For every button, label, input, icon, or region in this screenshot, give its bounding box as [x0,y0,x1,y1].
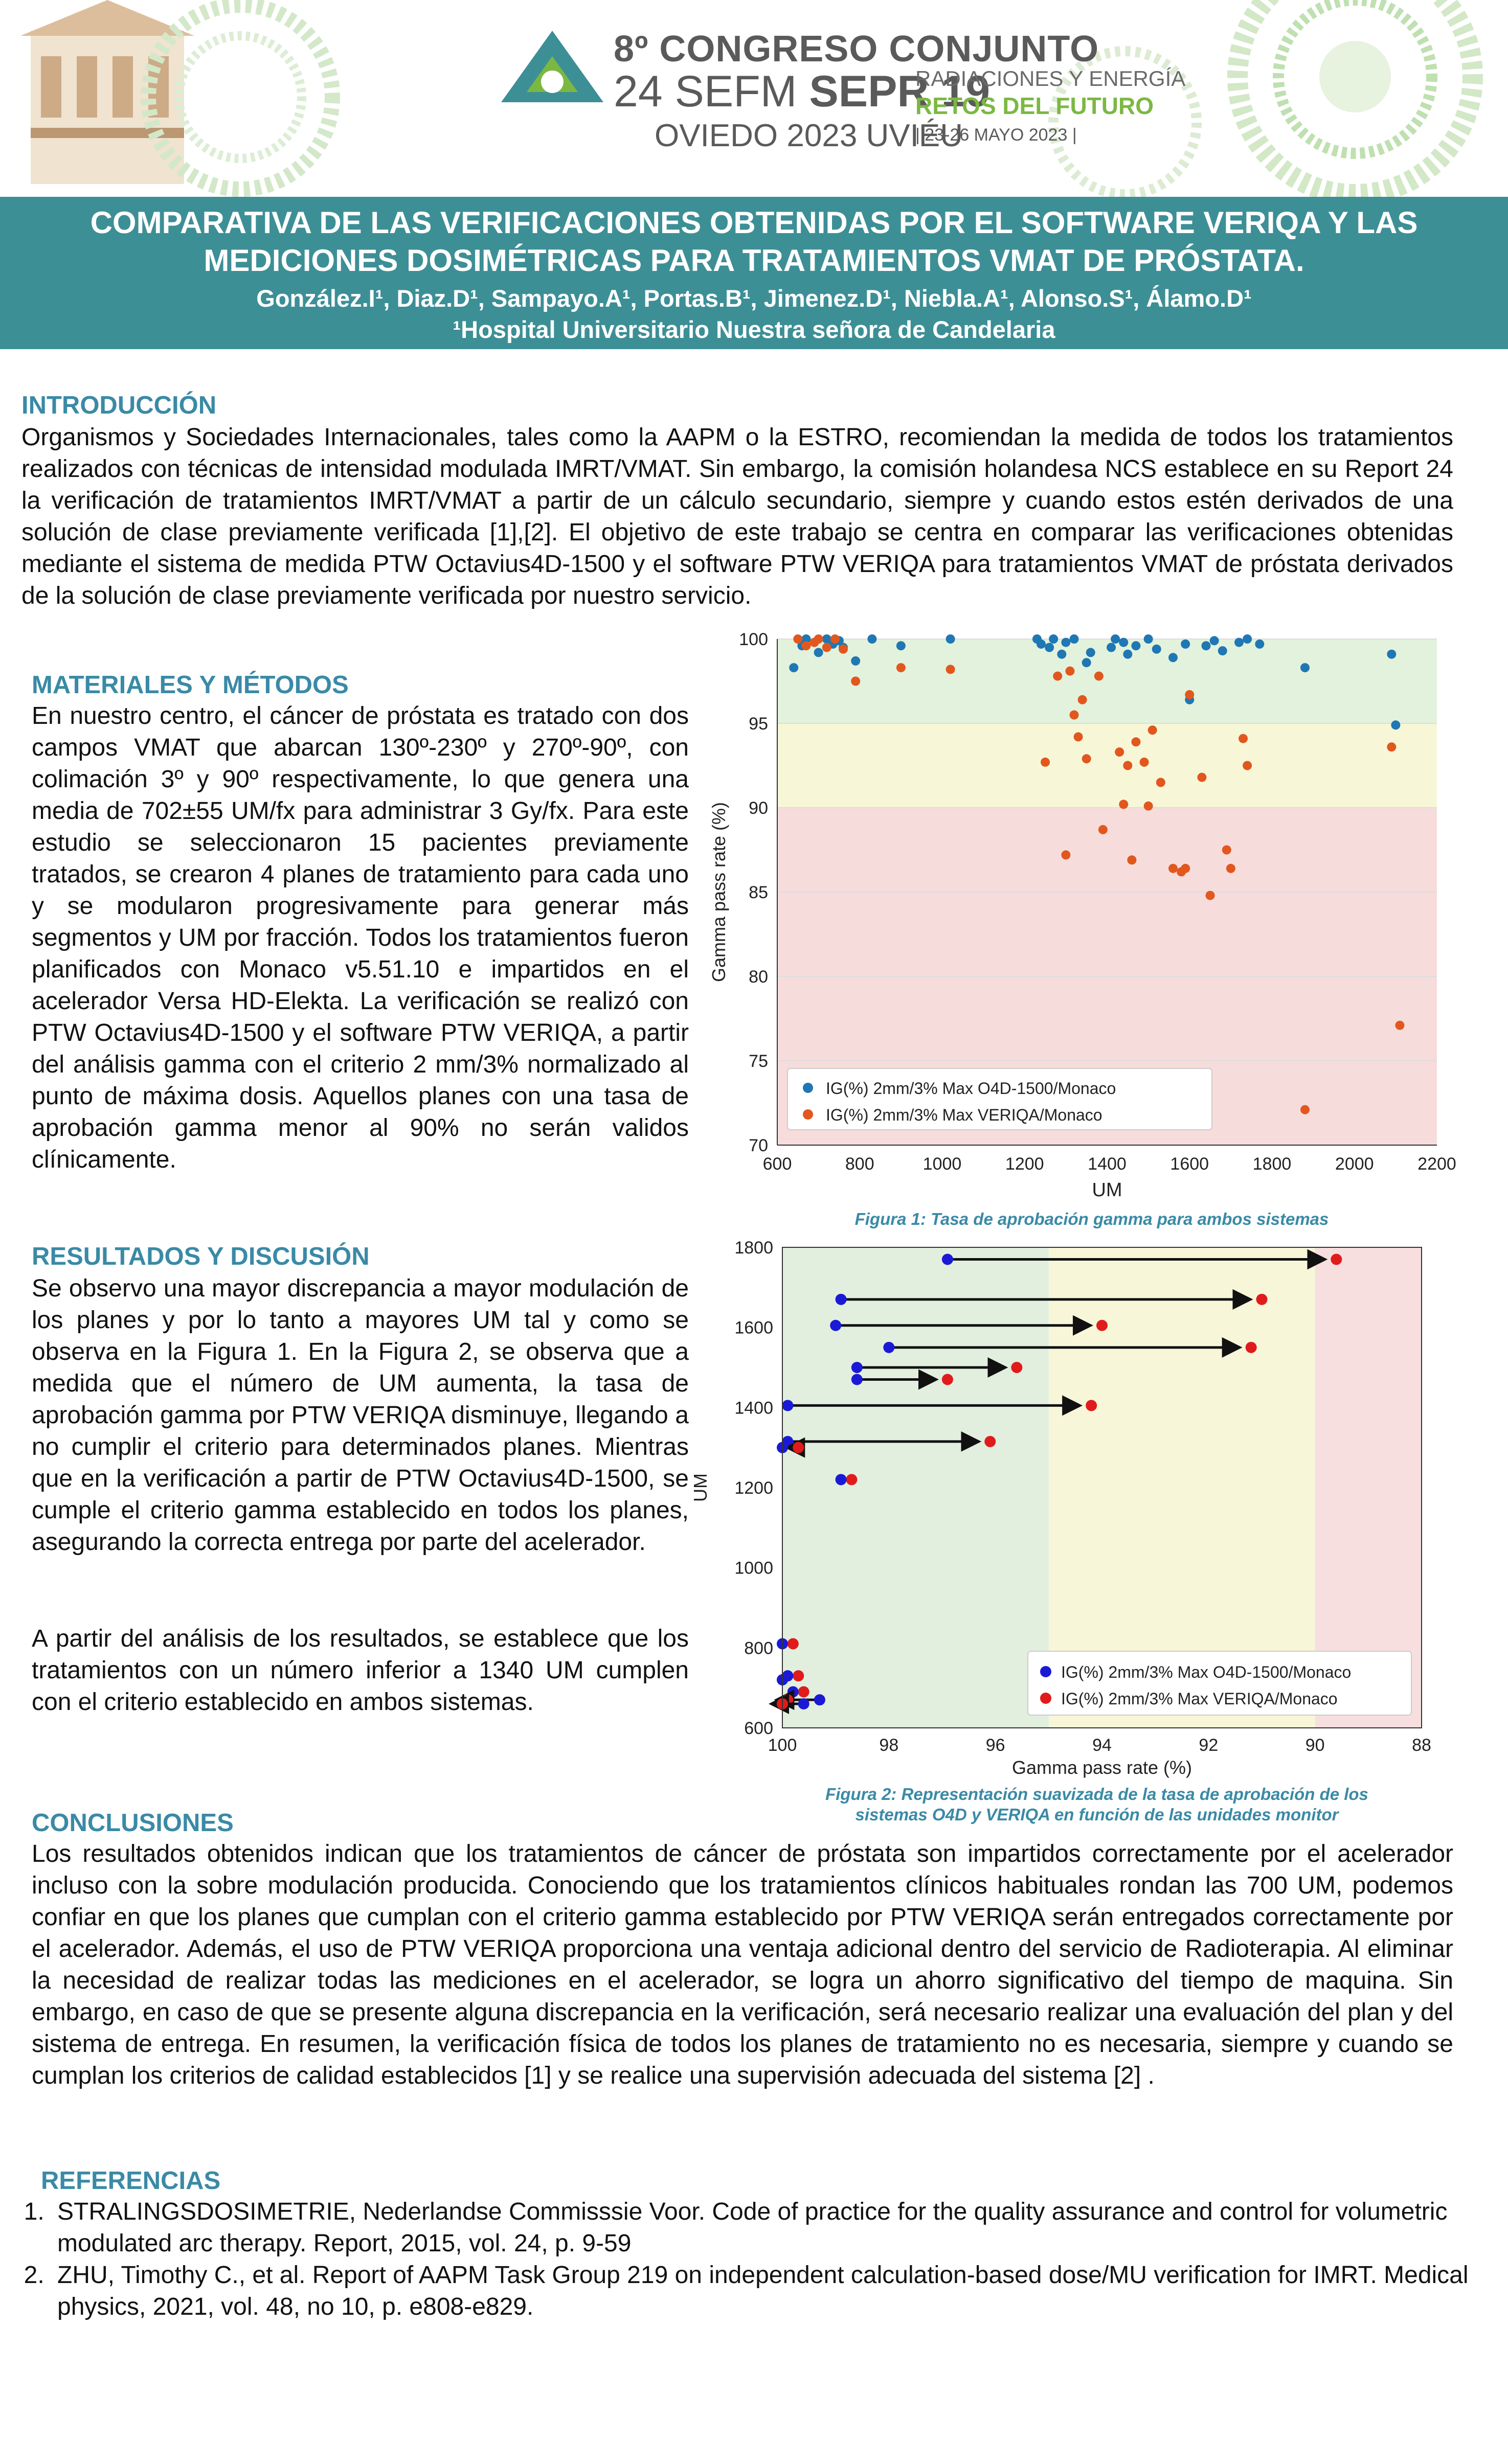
methods-heading: MATERIALES Y MÉTODOS [32,671,349,699]
data-point [1082,754,1091,763]
o4d-point [942,1254,953,1265]
y-tick-label: 100 [739,630,768,649]
veriqa-point [1086,1400,1097,1411]
data-point [1168,653,1178,662]
veriqa-point [787,1638,799,1650]
legend-marker [1040,1693,1051,1704]
y-tick-label: 800 [744,1638,773,1658]
x-tick-label: 100 [768,1736,797,1755]
data-point [1061,638,1070,647]
veriqa-point [1246,1342,1257,1353]
x-tick-label: 800 [845,1154,874,1174]
data-point [1387,650,1396,659]
y-tick-label: 1000 [734,1558,773,1578]
congress-line1: 8º CONGRESO CONJUNTO [614,29,1099,70]
data-point [1041,758,1050,767]
references-heading: REFERENCIAS [41,2167,221,2195]
congress-line3: OVIEDO 2023 UVIÉU [655,118,963,153]
veriqa-point [984,1436,996,1447]
o4d-point [883,1342,894,1353]
figure-2-caption: Figura 2: Representación suavizada de la tasa de aprobación de los sistemas O4D y VERIQA en función de las unidades monitor [825,1785,1368,1824]
congress-header [0,0,1508,197]
poster-title: COMPARATIVA DE LAS VERIFICACIONES OBTENIDAS POR EL SOFTWARE VERIQA Y LAS MEDICIONES DOSIMÉTRICAS PARA TRATAMIENTOS VMAT DE PRÓSTATA. [90,206,1418,278]
title-band [0,197,1508,349]
y-tick-label: 600 [744,1719,773,1738]
y-tick-label: 70 [749,1136,768,1155]
veriqa-point [1256,1294,1268,1305]
x-tick-label: 1600 [1170,1154,1209,1174]
data-point [1049,634,1058,644]
veriqa-point [793,1442,804,1453]
data-point [1222,846,1231,855]
intro-text: Organismos y Sociedades Internacionales, tales como la AAPM o la ESTRO, recomiendan la medida de todos los tratamientos realizados con técnicas de intensidad modulada IMRT/VMAT. Sin embargo, la comisión holandesa NCS establece en su Report 24 la verificación de tratamientos IMRT/VMAT a partir de un cálculo secundario, siempre y cuando estos estén derivados de una solución de clase previamente verificada [1],[2]. El objetivo de este trabajo se centra en comparar las verificaciones obtenidas mediante el sistema de medida PTW Octavius4D-1500 y el software PTW VERIQA para tratamientos VMAT de próstata derivados de la solución de clase previamente verificada por nuestro servicio. [21,424,1453,609]
data-point [1065,667,1074,676]
data-point [830,634,840,644]
data-point [1391,720,1400,729]
data-point [1045,643,1054,652]
congress-sepr: SEPR 19 [809,67,991,116]
data-point [1395,1021,1404,1030]
data-point [801,641,811,650]
data-point [851,656,860,666]
x-tick-label: 94 [1092,1736,1112,1755]
x-tick-label: 98 [879,1736,899,1755]
data-point [814,648,823,657]
legend-marker [803,1083,813,1093]
data-point [1127,855,1136,864]
data-point [896,663,906,672]
figure-1-caption: Figura 1: Tasa de aprobación gamma para ambos sistemas [854,1210,1329,1228]
veriqa-point [942,1374,953,1385]
data-point [946,665,955,674]
data-point [867,634,876,644]
data-point [814,634,823,644]
x-tick-label: 600 [762,1154,792,1174]
x-tick-label: 88 [1412,1736,1431,1755]
veriqa-point [798,1686,809,1698]
data-point [1243,634,1252,644]
figure-1-chart [706,629,1456,1217]
authors: González.I¹, Diaz.D¹, Sampayo.A¹, Portas.B¹, Jimenez.D¹, Niebla.A¹, Alonso.S¹, Álamo.D¹ [256,285,1252,312]
data-point [1218,646,1227,655]
data-point [1131,641,1140,650]
legend-label: IG(%) 2mm/3% Max VERIQA/Monaco [826,1106,1102,1124]
references-list-wrap [0,2196,1473,2323]
data-point [946,634,955,644]
tagline-1: RADIACIONES Y ENERGÍA [915,66,1186,90]
o4d-point [851,1374,863,1385]
y-tick-label: 75 [749,1052,768,1071]
data-point [1255,640,1264,649]
veriqa-point [846,1474,857,1485]
data-point [1197,773,1206,782]
band [782,1247,1049,1728]
data-point [1202,641,1211,650]
veriqa-point [1011,1362,1022,1373]
data-point [1086,648,1095,657]
data-point [1115,747,1124,757]
x-tick-label: 2200 [1417,1154,1456,1174]
reference-item: 1. STRALINGSDOSIMETRIE, Nederlandse Commisssie Voor. Code of practice for the quality assurance and control for volumetric modulated arc therapy. Report, 2015, vol. 24, p. 9-59 [51,2196,1473,2260]
x-tick-label: 1200 [1005,1154,1044,1174]
x-tick-label: 96 [985,1736,1005,1755]
data-point [1168,864,1178,873]
results-text-2: A partir del análisis de los resultados, se establece que los tratamientos con un número inferior a 1340 UM cumplen con el criterio establecido en ambos sistemas. [32,1625,689,1716]
results-text-1: Se observo una mayor discrepancia a mayor modulación de los planes y por lo tanto a mayores UM tal y como se observa en la Figura 1. En la Figura 2, se observa que a medida que el número de UM aumenta, la tasa de aprobación gamma por PTW VERIQA disminuye, llegando a no cumplir el criterio para determinados planes. Mientras que en la verificación a partir de PTW Octavius4D-1500, se cumple el criterio gamma establecido en todos los planes, asegurando la correcta entrega por parte del acelerador. [32,1275,689,1556]
data-point [896,641,906,650]
data-point [1119,800,1128,809]
veriqa-point [793,1670,804,1681]
x-axis-label: UM [1092,1179,1122,1201]
data-point [1123,650,1132,659]
band [777,723,1437,808]
data-point [1152,645,1161,654]
data-point [822,643,831,652]
legend-marker [1040,1666,1051,1677]
data-point [1140,758,1149,767]
data-point [1078,695,1087,704]
legend-marker [803,1109,813,1120]
o4d-point [814,1694,825,1705]
conclusions-heading: CONCLUSIONES [32,1809,234,1837]
data-point [789,663,798,672]
data-point [1070,634,1079,644]
band [777,639,1437,723]
building-illustration [20,0,332,189]
y-tick-label: 90 [749,798,768,818]
data-point [793,634,802,644]
data-point [1300,1105,1310,1114]
o4d-point [836,1294,847,1305]
affiliation: ¹Hospital Universitario Nuestra señora de Candelaria [453,316,1055,343]
data-point [1144,802,1153,811]
y-tick-label: 80 [749,967,768,987]
data-point [1234,638,1244,647]
y-tick-label: 1600 [734,1318,773,1338]
data-point [1098,825,1108,834]
y-tick-label: 1400 [734,1398,773,1418]
x-axis-label: Gamma pass rate (%) [1011,1757,1192,1778]
data-point [1181,864,1190,873]
data-point [1082,658,1091,667]
congress-sefm: 24 SEFM [614,67,797,116]
intro-heading: INTRODUCCIÓN [21,392,217,419]
x-tick-label: 1000 [922,1154,962,1174]
y-axis-label: Gamma pass rate (%) [708,802,729,983]
veriqa-point [1331,1254,1342,1265]
x-tick-label: 1400 [1088,1154,1127,1174]
data-point [1300,663,1310,672]
data-point [1123,761,1132,770]
data-point [1070,711,1079,720]
references-list [0,2196,1473,2323]
data-point [1119,638,1128,647]
figure-2-chart [685,1237,1442,1794]
data-point [1206,891,1215,900]
tagline-2: RETOS DEL FUTURO [915,93,1154,119]
data-point [1243,761,1252,770]
data-point [1239,734,1248,743]
data-point [1387,742,1396,751]
data-point [1107,643,1116,652]
data-point [1094,672,1104,681]
data-point [1226,864,1235,873]
data-point [1148,725,1157,735]
conclusions-text: Los resultados obtenidos indican que los tratamientos de cáncer de próstata son impartidos correctamente por el acelerador incluso con la sobre modulación producida. Conociendo que los tratamientos clínicos habituales rondan las 700 UM, podemos confiar en que los planes que cumplan con el criterio gamma establecido por PTW VERIQA serán entregados correctamente por el acelerador. Además, el uso de PTW VERIQA proporciona una ventaja adicional dentro del servicio de Radioterapia. Al eliminar la necesidad de realizar todas las mediciones en el acelerador, se logra un ahorro significativo del tiempo de maquina. Sin embargo, en caso de que se presente alguna discrepancia en la verificación, será necesario realizar una evaluación del plan y del sistema de entrega. En resumen, la verificación física de todos los planes de tratamiento no es necesaria, siempre y cuando se cumplan los criterios de calidad establecidos [1] y se realice una supervisión adecuada del sistema [2] . [32,1840,1453,2089]
data-point [1057,650,1066,659]
x-tick-label: 90 [1305,1736,1325,1755]
o4d-point [836,1474,847,1485]
data-point [1156,778,1165,787]
data-point [1074,732,1083,741]
veriqa-point [1096,1320,1108,1331]
y-tick-label: 95 [749,714,768,734]
data-point [1131,737,1140,746]
y-tick-label: 1200 [734,1478,773,1498]
o4d-point [830,1320,841,1331]
congress-logo [501,31,603,102]
x-tick-label: 2000 [1335,1154,1374,1174]
o4d-point [798,1698,809,1709]
data-point [1111,634,1120,644]
y-tick-label: 1800 [734,1238,773,1258]
data-point [839,645,848,654]
x-tick-label: 1800 [1252,1154,1292,1174]
methods-text: En nuestro centro, el cáncer de próstata es tratado con dos campos VMAT que abarcan 130º-230º y 270º-90º, con colimación 3º y 90º respectivamente, lo que genera una media de 702±55 UM/fx para administrar 3 Gy/fx. Para este estudio se seleccionaron 15 pacientes previamente tratados, se crearon 4 planes de tratamiento para cada uno y se modularon progresivamente para generar más segmentos y UM por fracción. Todos los tratamientos fueron planificados con Monaco v5.51.10 e impartidos en el acelerador Versa HD-Elekta. La verificación se realizó con PTW Octavius4D-1500 y el software PTW VERIQA, a partir del análisis gamma con el criterio 2 mm/3% normalizado al punto de máxima dosis. Aquellos planes con una tasa de aprobación gamma menor al 90% no serán validos clínicamente. [32,702,689,1173]
data-point [1144,634,1153,644]
y-axis-label: UM [690,1473,711,1502]
reference-item: 2. ZHU, Timothy C., et al. Report of AAPM Task Group 219 on independent calculation-based dose/MU verification for IMRT. Medical physics, 2021, vol. 48, no 10, p. e808-e829. [51,2260,1473,2323]
results-heading: RESULTADOS Y DISCUSIÓN [32,1243,370,1270]
data-point [1181,640,1190,649]
y-tick-label: 85 [749,883,768,902]
data-point [1037,640,1046,649]
data-point [851,677,860,686]
legend-label: IG(%) 2mm/3% Max O4D-1500/Monaco [826,1079,1116,1098]
data-point [1210,636,1219,645]
data-point [1053,672,1062,681]
data-point [1185,690,1194,699]
o4d-point [782,1400,793,1411]
o4d-point [851,1362,863,1373]
x-tick-label: 92 [1199,1736,1219,1755]
legend-label: IG(%) 2mm/3% Max O4D-1500/Monaco [1061,1663,1352,1681]
congress-dates: | 23-26 MAYO 2023 | [915,125,1077,145]
legend-label: IG(%) 2mm/3% Max VERIQA/Monaco [1061,1690,1338,1708]
data-point [1061,850,1070,859]
